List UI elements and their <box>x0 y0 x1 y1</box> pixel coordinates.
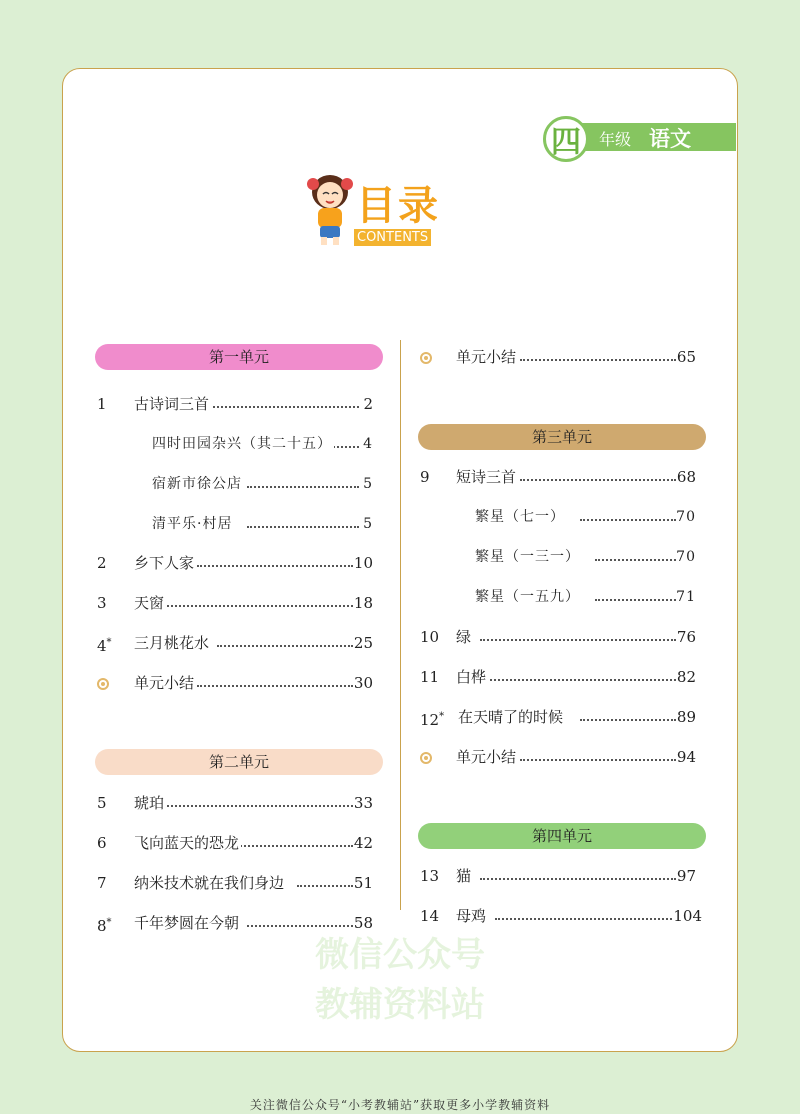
entry-title: 乡下人家 <box>134 551 196 575</box>
toc-entry[interactable] <box>97 591 373 615</box>
entry-page: 2 <box>363 392 373 416</box>
entry-number: 9 <box>420 468 430 486</box>
leader-dots <box>480 625 676 641</box>
toc-entry[interactable] <box>97 911 373 935</box>
toc-entry[interactable] <box>97 791 373 815</box>
entry-page: 18 <box>354 591 373 615</box>
leader-dots <box>520 465 676 481</box>
optional-star: * <box>106 637 112 648</box>
entry-number-text: 12 <box>420 711 440 729</box>
leader-dots <box>247 512 359 528</box>
entry-page: 94 <box>677 745 696 769</box>
entry-title: 古诗词三首 <box>134 392 211 416</box>
leader-dots <box>167 591 353 607</box>
watermark-line-1: 微信公众号 <box>315 935 485 975</box>
entry-number: 10 <box>420 628 440 646</box>
leader-dots <box>197 671 353 687</box>
leader-dots <box>167 791 353 807</box>
toc-entry[interactable] <box>97 671 373 695</box>
entry-title: 琥珀 <box>134 791 166 815</box>
entry-page: 68 <box>677 465 696 489</box>
entry-page: 104 <box>673 904 702 928</box>
footer-note: 关注微信公众号“小考教辅站”获取更多小学教辅资料 <box>249 1098 551 1112</box>
contents-logo <box>306 170 456 250</box>
toc-entry[interactable] <box>97 432 373 456</box>
toc-entry[interactable] <box>420 864 696 888</box>
entry-number-text: 4 <box>97 637 107 655</box>
entry-page: 5 <box>363 472 373 496</box>
entry-title: 清平乐·村居 <box>152 512 234 536</box>
summary-bullet-icon <box>420 345 432 369</box>
entry-page: 51 <box>354 871 373 895</box>
entry-number: 13 <box>420 867 440 885</box>
toc-entry[interactable] <box>420 904 702 928</box>
entry-page: 42 <box>354 831 373 855</box>
leader-dots <box>495 904 672 920</box>
entry-title: 三月桃花水 <box>134 631 211 655</box>
leader-dots <box>520 345 676 361</box>
toc-entry[interactable] <box>420 585 696 609</box>
entry-page: 89 <box>677 705 696 729</box>
leader-dots <box>480 864 676 880</box>
toc-entry[interactable] <box>97 472 373 496</box>
column-divider <box>400 340 401 910</box>
leader-dots <box>520 745 676 761</box>
entry-page: 25 <box>354 631 373 655</box>
entry-number: 1 <box>97 395 107 413</box>
entry-number <box>97 911 112 938</box>
entry-page: 30 <box>354 671 373 695</box>
toc-entry[interactable] <box>97 871 373 895</box>
grade-circle: 四 <box>543 116 589 162</box>
summary-bullet-icon <box>420 745 432 769</box>
watermark <box>300 930 500 1030</box>
leader-dots <box>297 871 353 887</box>
contents-subtitle: CONTENTS <box>354 229 431 246</box>
leader-dots <box>217 631 353 647</box>
optional-star: * <box>106 917 112 928</box>
entry-title: 绿 <box>456 625 473 649</box>
entry-page: 5 <box>363 512 373 536</box>
toc-entry[interactable] <box>420 505 696 529</box>
leader-dots <box>580 705 676 721</box>
entry-page: 70 <box>676 545 696 569</box>
entry-page: 70 <box>676 505 696 529</box>
watermark-line-2: 教辅资料站 <box>315 985 485 1025</box>
leader-dots <box>595 585 676 601</box>
entry-number: 5 <box>97 794 107 812</box>
leader-dots <box>580 505 676 521</box>
toc-entry[interactable] <box>97 551 373 575</box>
optional-star: * <box>439 711 445 722</box>
entry-page: 33 <box>354 791 373 815</box>
leader-dots <box>197 392 359 408</box>
entry-title: 短诗三首 <box>456 465 518 489</box>
entry-page: 76 <box>677 625 696 649</box>
entry-title: 繁星（七一） <box>475 505 567 529</box>
toc-entry[interactable] <box>420 345 696 369</box>
entry-page: 71 <box>676 585 696 609</box>
entry-number <box>420 705 444 732</box>
entry-title: 纳米技术就在我们身边 <box>134 871 286 895</box>
grade-subject-badge <box>543 116 736 158</box>
toc-entry[interactable] <box>97 392 373 416</box>
unit2-header: 第二单元 <box>95 749 383 775</box>
leader-dots <box>197 551 353 567</box>
entry-number: 7 <box>97 874 107 892</box>
entry-number: 2 <box>97 554 107 572</box>
leader-dots <box>490 665 676 681</box>
entry-page: 65 <box>677 345 696 369</box>
entry-number: 3 <box>97 594 107 612</box>
toc-entry[interactable] <box>420 665 696 689</box>
entry-title: 宿新市徐公店 <box>152 472 244 496</box>
leader-dots <box>247 911 353 927</box>
subject-label: 语文 <box>649 127 691 151</box>
entry-title: 单元小结 <box>456 745 518 769</box>
entry-number <box>97 631 112 658</box>
unit1-header: 第一单元 <box>95 344 383 370</box>
entry-title: 天窗 <box>134 591 166 615</box>
leader-dots <box>237 831 353 847</box>
entry-number-text: 8 <box>97 917 107 935</box>
entry-number: 11 <box>420 668 440 686</box>
entry-title: 猫 <box>456 864 473 888</box>
entry-title: 四时田园杂兴（其二十五） <box>152 432 334 456</box>
entry-title: 在天晴了的时候 <box>458 705 565 729</box>
unit4-header: 第四单元 <box>418 823 706 849</box>
leader-dots <box>595 545 676 561</box>
summary-bullet-icon <box>97 671 109 695</box>
entry-page: 4 <box>363 432 373 456</box>
toc-entry[interactable] <box>420 625 696 649</box>
entry-title: 飞向蓝天的恐龙 <box>134 831 241 855</box>
entry-title: 繁星（一三一） <box>475 545 582 569</box>
entry-title: 繁星（一五九） <box>475 585 582 609</box>
entry-page: 97 <box>677 864 696 888</box>
entry-title: 千年梦圆在今朝 <box>134 911 241 935</box>
toc-entry[interactable] <box>97 831 373 855</box>
contents-title: 目录 <box>356 183 440 229</box>
toc-entry[interactable] <box>420 465 696 489</box>
girl-mascot-icon <box>306 170 354 250</box>
entry-title: 母鸡 <box>456 904 488 928</box>
leader-dots <box>247 472 359 488</box>
entry-page: 10 <box>354 551 373 575</box>
entry-number: 6 <box>97 834 107 852</box>
entry-page: 82 <box>677 665 696 689</box>
entry-title: 单元小结 <box>134 671 196 695</box>
toc-entry[interactable] <box>420 545 696 569</box>
entry-number: 14 <box>420 907 440 925</box>
entry-title: 单元小结 <box>456 345 518 369</box>
grade-label: 年级 <box>599 130 632 149</box>
toc-entry[interactable] <box>420 745 696 769</box>
toc-entry[interactable] <box>97 512 373 536</box>
toc-entry[interactable] <box>420 705 696 729</box>
unit3-header: 第三单元 <box>418 424 706 450</box>
toc-entry[interactable] <box>97 631 373 655</box>
entry-page: 58 <box>354 911 373 935</box>
entry-title: 白桦 <box>456 665 488 689</box>
